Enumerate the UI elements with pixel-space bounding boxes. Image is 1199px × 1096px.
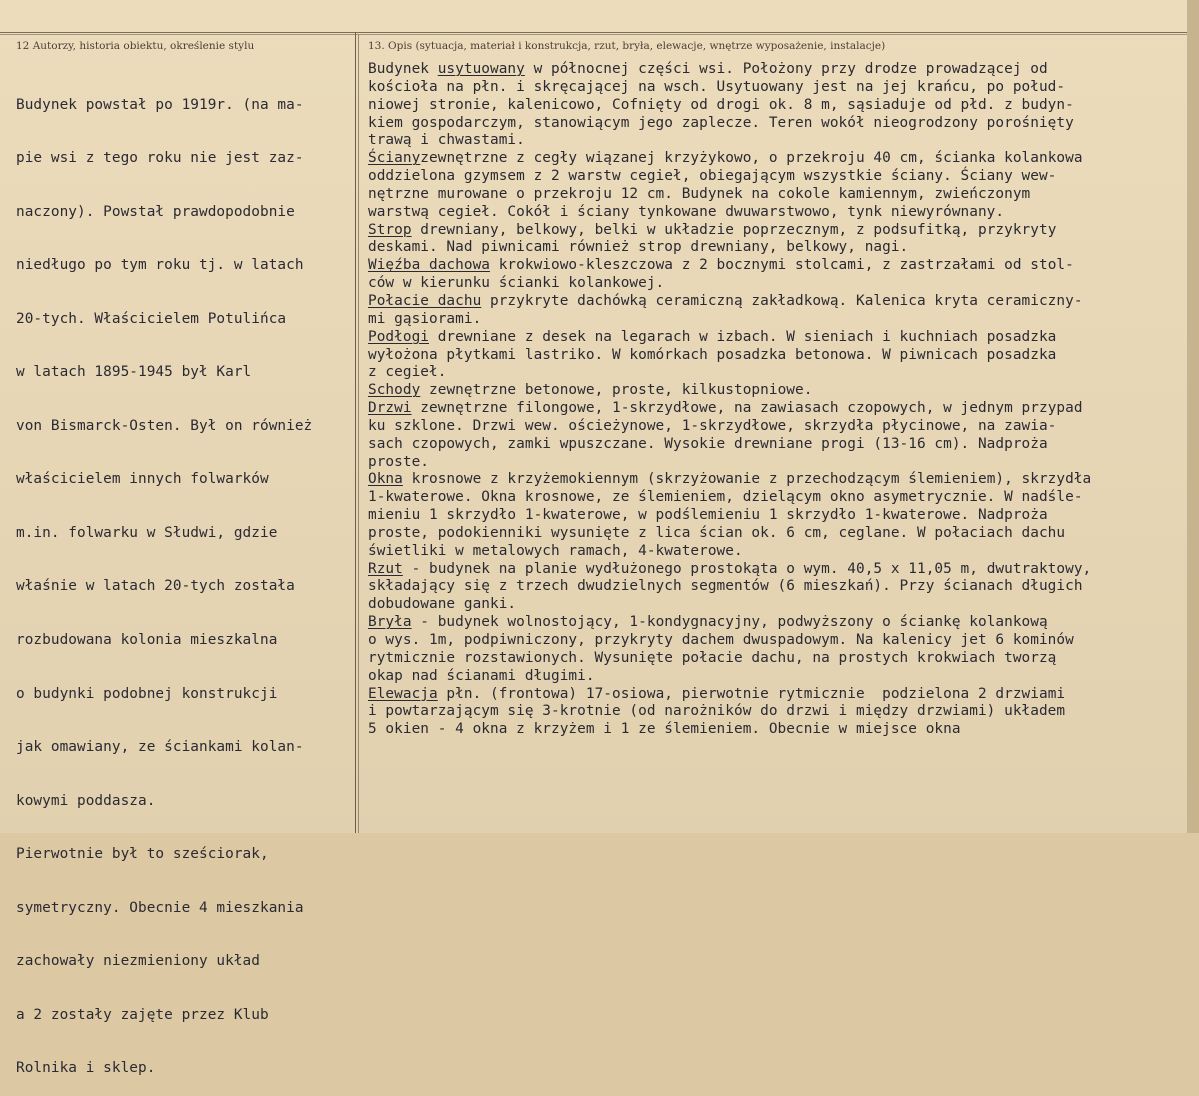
section-heading: Rzut — [368, 560, 403, 577]
line-text: zewnętrzne betonowe, proste, kilkustopniowe. — [420, 382, 813, 399]
right-line — [368, 400, 1180, 418]
left-section-header: 12 Autorzy, historia obiektu, określenie stylu — [16, 40, 255, 52]
column-divider — [355, 32, 356, 833]
line-text: drewniane z desek na legarach w izbach. W sieniach i kuchniach posadzka — [429, 328, 1057, 345]
right-line — [368, 132, 1180, 150]
right-line — [368, 204, 1180, 222]
left-line: pie wsi z tego roku nie jest zaz- — [16, 150, 304, 167]
line-text: o wys. 1m, podpiwniczony, przykryty dachem dwuspadowym. Na kalenicy jet 6 kominów — [368, 632, 1074, 648]
right-line — [368, 543, 1180, 561]
right-line — [368, 436, 1180, 454]
right-line — [368, 703, 1180, 721]
line-text: w północnej części wsi. Położony przy drodze prowadzącej od — [524, 61, 1048, 77]
right-line — [368, 311, 1180, 329]
left-line: niedługo po tym roku tj. w latach — [16, 257, 304, 274]
section-heading: Schody — [368, 382, 421, 399]
section-heading: Elewacja — [368, 685, 438, 702]
left-line: rozbudowana kolonia mieszkalna — [16, 632, 278, 648]
right-line — [368, 275, 1180, 293]
left-line: symetryczny. Obecnie 4 mieszkania — [16, 899, 304, 916]
left-line: a 2 zostały zajęte przez Klub — [16, 1006, 269, 1023]
right-line — [368, 632, 1180, 650]
left-line: Rolnika i sklep. — [16, 1060, 156, 1077]
line-text: nętrzne murowane o przekroju 12 cm. Budynek na cokole kamiennym, zwieńczonym — [368, 185, 1031, 202]
line-text: proste. — [368, 453, 429, 470]
left-line: Pierwotnie był to sześciorak, — [16, 846, 269, 863]
line-text: ku szklone. Drzwi wew. ościeżynowe, 1-skrzydłowe, skrzydła płycinowe, na zawia- — [368, 417, 1057, 434]
right-line — [368, 347, 1180, 365]
section-heading: Więźba dachowa — [368, 257, 490, 274]
line-text: niowej stronie, kalenicowo, Cofnięty od drogi ok. 8 m, sąsiaduje od płd. z budyn- — [368, 96, 1074, 113]
right-line — [368, 668, 1180, 686]
line-text: wyłożona płytkami lastriko. W komórkach posadzka betonowa. W piwnicach posadzka — [368, 346, 1057, 363]
right-line — [368, 721, 1180, 739]
right-line — [368, 168, 1180, 186]
right-line — [368, 382, 1180, 400]
line-text: i powtarzającym się 3-krotnie (od narożników do drzwi i między drzwiami) układem — [368, 703, 1066, 720]
right-line — [368, 222, 1180, 240]
line-text: zewnętrzne filongowe, 1-skrzydłowe, na zawiasach czopowych, w jednym przypad — [411, 400, 1083, 417]
line-text: składający się z trzech dwudzielnych segmentów (6 mieszkań). Przy ścianach długich — [368, 578, 1083, 595]
left-line: o budynki podobnej konstrukcji — [16, 685, 278, 702]
right-line — [368, 578, 1180, 596]
line-text: deskami. Nad piwnicami również strop drewniany, belkowy, nagi. — [368, 239, 909, 256]
right-section-header: 13. Opis (sytuacja, materiał i konstrukcja, rzut, bryła, elewacje, wnętrze wyposażenie, instalacje) — [368, 40, 886, 52]
right-line — [368, 97, 1180, 115]
right-line — [368, 454, 1180, 472]
right-line — [368, 61, 1180, 79]
right-line — [368, 239, 1180, 257]
line-text: ców w kierunku ścianki kolankowej. — [368, 275, 665, 292]
left-line: kowymi poddasza. — [16, 792, 156, 809]
right-line — [368, 596, 1180, 614]
column-divider-secondary — [358, 34, 359, 833]
right-line — [368, 507, 1180, 525]
line-text: - budynek na planie wydłużonego prostokąta o wym. 40,5 x 11,05 m, dwutraktowy, — [402, 560, 1092, 577]
left-column-text — [16, 61, 346, 1096]
top-rule — [0, 32, 1187, 33]
right-line — [368, 257, 1180, 275]
line-text: drewniany, belkowy, belki w układzie poprzecznym, z podsufitką, przykryty — [411, 221, 1057, 238]
line-text: świetliki w metalowych ramach, 4-kwaterowe. — [368, 542, 743, 559]
right-line — [368, 650, 1180, 668]
left-line: von Bismarck-Osten. Był on również — [16, 417, 313, 434]
line-text: okap nad ścianami długimi. — [368, 667, 595, 684]
left-line: właśnie w latach 20-tych została — [16, 578, 295, 595]
left-line: naczony). Powstał prawdopodobnie — [16, 203, 295, 220]
line-text: mi gąsiorami. — [368, 310, 482, 327]
card-edge — [1187, 0, 1199, 833]
line-text: krosnowe z krzyżemokiennym (skrzyżowanie z przechodzącym ślemieniem), skrzydła — [402, 471, 1092, 488]
right-line — [368, 329, 1180, 347]
right-line — [368, 489, 1180, 507]
right-line — [368, 186, 1180, 204]
section-heading: Ściany — [368, 150, 421, 167]
section-heading: Strop — [368, 221, 412, 238]
right-line — [368, 614, 1180, 632]
line-text: kiem gospodarczym, stanowiącym jego zaplecze. Teren wokół nieogrodzony porośnięty — [368, 114, 1074, 131]
left-line: 20-tych. Właścicielem Potulińca — [16, 310, 287, 327]
line-text: zewnętrzne z cegły wiązanej krzyżykowo, o przekroju 40 cm, ścianka kolankowa — [420, 150, 1083, 167]
left-line: w latach 1895-1945 był Karl — [16, 364, 252, 381]
line-text: płn. (frontowa) 17-osiowa, pierwotnie rytmicznie podzielona 2 drzwiami — [437, 685, 1066, 702]
section-heading: Podłogi — [368, 328, 429, 345]
line-text: - budynek wolnostojący, 1-kondygnacyjny, podwyższony o ściankę kolankową — [411, 614, 1048, 631]
right-column-text — [368, 61, 1180, 739]
top-rule-secondary — [0, 34, 1187, 35]
right-line — [368, 293, 1180, 311]
left-line: m.in. folwarku w Słudwi, gdzie — [16, 524, 278, 541]
right-line — [368, 525, 1180, 543]
right-line — [368, 79, 1180, 97]
section-heading: Bryła — [368, 614, 412, 631]
section-heading: Połacie dachu — [368, 292, 482, 309]
line-text: 5 okien - 4 okna z krzyżem i 1 ze ślemieniem. Obecnie w miejsce okna — [368, 721, 961, 738]
line-text: dobudowane ganki. — [368, 596, 517, 613]
left-line: zachowały niezmieniony układ — [16, 953, 260, 970]
right-line — [368, 561, 1180, 579]
right-line — [368, 686, 1180, 704]
right-line — [368, 471, 1180, 489]
right-line — [368, 364, 1180, 382]
left-line: Budynek powstał po 1919r. (na ma- — [16, 96, 304, 113]
line-text: trawą i chwastami. — [368, 132, 525, 149]
left-line: właścicielem innych folwarków — [16, 471, 269, 488]
line-text: oddzielona gzymsem z 2 warstw cegieł, obiegającym wszystkie ściany. Ściany wew- — [368, 168, 1057, 185]
right-line — [368, 150, 1180, 168]
line-text-lead: Budynek — [368, 61, 438, 77]
section-heading: Okna — [368, 471, 403, 488]
line-text: 1-kwaterowe. Okna krosnowe, ze ślemieniem, dzielącym okno asymetrycznie. W nadśle- — [368, 489, 1083, 506]
line-text: z cegieł. — [368, 364, 447, 381]
line-text: krokwiowo-kleszczowa z 2 bocznymi stolcami, z zastrzałami od stol- — [490, 257, 1074, 274]
right-line — [368, 115, 1180, 133]
line-text: warstwą cegieł. Cokół i ściany tynkowane dwuwarstwowo, tynk niewyrównany. — [368, 203, 1005, 220]
line-text: kościoła na płn. i skręcającej na wsch. Usytuowany jest na jej krańcu, po połud- — [368, 78, 1066, 95]
left-line: jak omawiany, ze ściankami kolan- — [16, 739, 304, 756]
line-text: mieniu 1 skrzydło 1-kwaterowe, w podślemieniu 1 skrzydło 1-kwaterowe. Nadproża — [368, 507, 1048, 524]
line-text: rytmicznie rozstawionych. Wysunięte połacie dachu, na prostych krokwiach tworzą — [368, 649, 1057, 666]
right-line — [368, 418, 1180, 436]
line-text: proste, podokienniki wysunięte z lica ścian ok. 6 cm, ceglane. W połaciach dachu — [368, 524, 1066, 541]
line-text: przykryte dachówką ceramiczną zakładkową. Kalenica kryta ceramiczny- — [481, 292, 1083, 309]
line-text: sach czopowych, zamki wpuszczane. Wysokie drewniane progi (13-16 cm). Nadproża — [368, 435, 1048, 452]
section-heading: Drzwi — [368, 400, 412, 417]
underlined-word: usytuowany — [437, 61, 525, 77]
